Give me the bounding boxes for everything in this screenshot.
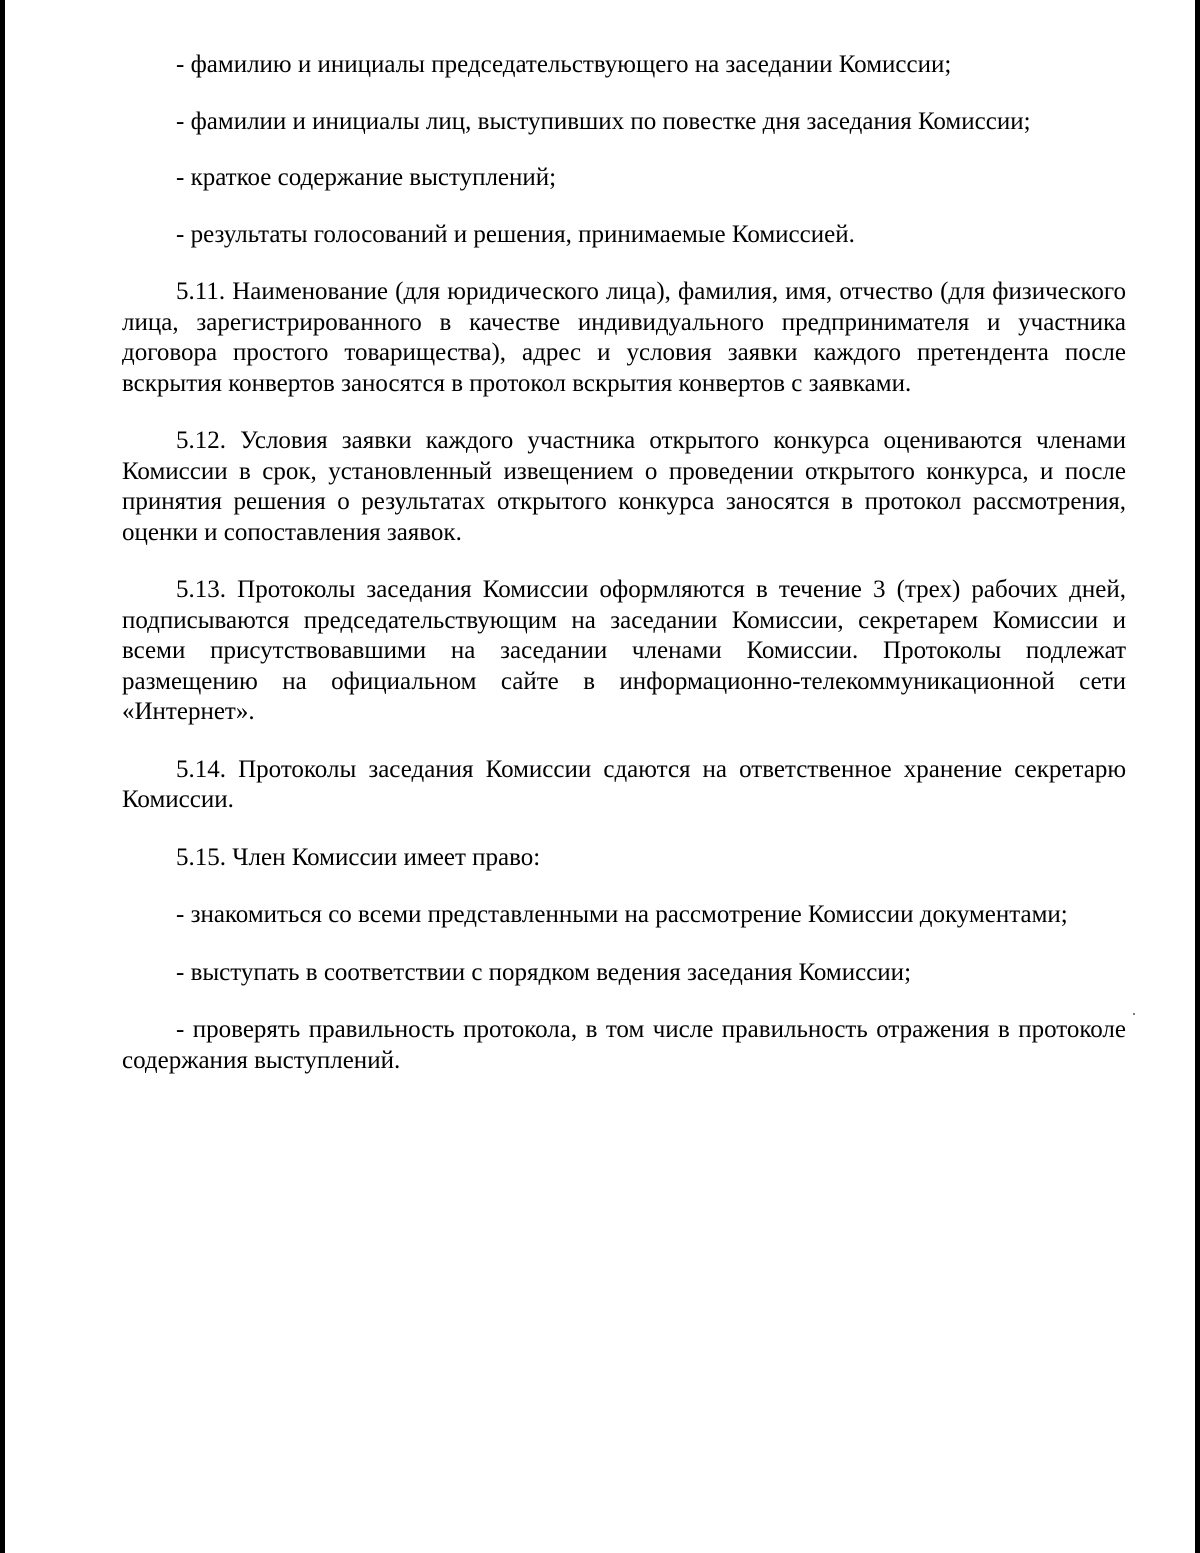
list-item: - выступать в соответствии с порядком ведения заседания Комиссии;	[176, 958, 912, 986]
paragraph-5-14: 5.14. Протоколы заседания Комиссии сдаются на ответственное хранение секретарю Комиссии.	[122, 755, 1126, 813]
paragraph-5-13: 5.13. Протоколы заседания Комиссии оформляются в течение 3 (трех) рабочих дней, подписываются председательствующим на заседании Комиссии, секретарем Комиссии и всеми присутствовавшими на заседании членами Комиссии. Протоколы подлежат размещению на официальном сайте в информационно-телекоммуникационной сети «Интернет».	[122, 576, 1126, 725]
paragraph-5-12: 5.12. Условия заявки каждого участника открытого конкурса оцениваются членами Комиссии в срок, установленный извещением о проведении открытого конкурса, и после принятия решения о результатах открытого конкурса заносятся в протокол рассмотрения, оценки и сопоставления заявок.	[122, 427, 1126, 546]
list-item: - результаты голосований и решения, принимаемые Комиссией.	[176, 220, 855, 248]
scan-speck	[1133, 1013, 1135, 1015]
document-body	[122, 50, 1126, 1076]
list-item: - фамилии и инициалы лиц, выступивших по повестке дня заседания Комиссии;	[176, 107, 1031, 135]
list-item: - краткое содержание выступлений;	[176, 164, 557, 191]
paragraph-5-15: 5.15. Член Комиссии имеет право:	[176, 843, 541, 871]
paragraph-5-11: 5.11. Наименование (для юридического лица), фамилия, имя, отчество (для физического лица, зарегистрированного в качестве индивидуального предпринимателя и участника договора простого товарищества), адрес и условия заявки каждого претендента после вскрытия конвертов заносятся в протокол вскрытия конвертов с заявками.	[122, 278, 1126, 397]
list-item: - фамилию и инициалы председательствующего на заседании Комиссии;	[176, 51, 952, 78]
list-item: - проверять правильность протокола, в том числе правильность отражения в протоколе содержания выступлений.	[122, 1016, 1126, 1074]
list-item: - знакомиться со всеми представленными на рассмотрение Комиссии документами;	[176, 901, 1068, 928]
